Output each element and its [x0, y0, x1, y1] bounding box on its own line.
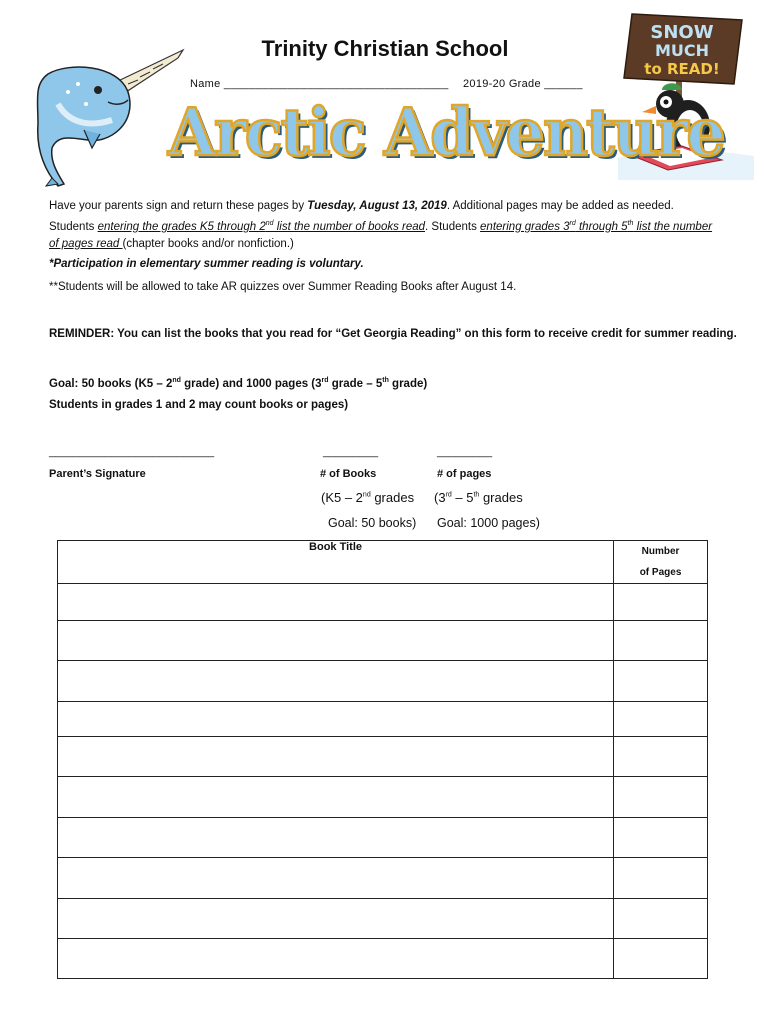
book-title-cell[interactable]	[58, 621, 614, 661]
table-row	[58, 621, 708, 661]
parent-signature-line[interactable]: ___________________________	[49, 446, 215, 458]
pages-grade-range: (3rd – 5th grades	[434, 490, 523, 505]
book-title-cell[interactable]	[58, 858, 614, 899]
pages-cell[interactable]	[614, 702, 708, 737]
pages-cell[interactable]	[614, 621, 708, 661]
book-title-header: Book Title	[58, 541, 614, 584]
book-title-cell[interactable]	[58, 702, 614, 737]
pages-cell[interactable]	[614, 899, 708, 939]
narwhal-illustration	[28, 44, 188, 190]
student-name-field[interactable]: Name ___________________________________	[190, 78, 449, 90]
sign-line-3: to READ!	[644, 60, 720, 78]
count-note: Students in grades 1 and 2 may count books or pages)	[49, 399, 349, 411]
book-title-cell[interactable]	[58, 777, 614, 818]
banner-title: Arctic Adventure	[168, 94, 724, 171]
book-title-cell[interactable]	[58, 818, 614, 858]
table-header-row	[58, 541, 708, 584]
books-grade-range: (K5 – 2nd grades	[321, 490, 415, 505]
table-row	[58, 737, 708, 777]
pages-cell[interactable]	[614, 858, 708, 899]
table-row	[58, 777, 708, 818]
participation-note: *Participation in elementary summer reading is voluntary.	[49, 258, 364, 270]
reminder-note: REMINDER: You can list the books that you read for “Get Georgia Reading” on this form to receive credit for summer reading.	[49, 328, 737, 340]
book-title-cell[interactable]	[58, 737, 614, 777]
pages-label: # of pages	[437, 468, 492, 480]
goal-statement: Goal: 50 books (K5 – 2nd grade) and 1000 pages (3rd grade – 5th grade)	[49, 377, 428, 390]
table-row	[58, 899, 708, 939]
pages-count-line[interactable]: _________	[437, 446, 493, 458]
pages-cell[interactable]	[614, 818, 708, 858]
table-row	[58, 584, 708, 621]
table-row	[58, 858, 708, 899]
book-title-cell[interactable]	[58, 584, 614, 621]
reading-log-table	[57, 540, 708, 979]
pages-cell[interactable]	[614, 939, 708, 979]
parent-signature-label: Parent’s Signature	[49, 468, 146, 480]
instructions-paragraph: Have your parents sign and return these pages by Tuesday, August 13, 2019. Additional pages may be added as needed. Students entering the grades K5 through 2nd list the number of books read. Students entering grades 3rd through 5th list the number of pages read (chapter books and/or nonfiction.)	[49, 200, 713, 250]
book-title-cell[interactable]	[58, 939, 614, 979]
table-row	[58, 661, 708, 702]
book-title-cell[interactable]	[58, 899, 614, 939]
table-row	[58, 702, 708, 737]
pages-goal: Goal: 1000 pages)	[437, 516, 540, 530]
school-title: Trinity Christian School	[261, 36, 509, 61]
pages-cell[interactable]	[614, 777, 708, 818]
table-row	[58, 939, 708, 979]
books-goal: Goal: 50 books)	[328, 516, 417, 530]
table-row	[58, 818, 708, 858]
pages-cell[interactable]	[614, 584, 708, 621]
pages-cell[interactable]	[614, 737, 708, 777]
books-label: # of Books	[320, 468, 377, 480]
sign-line-1: SNOW	[650, 22, 714, 43]
pages-cell[interactable]	[614, 661, 708, 702]
grade-field[interactable]: 2019-20 Grade ______	[463, 78, 583, 90]
books-count-line[interactable]: _________	[323, 446, 379, 458]
book-title-cell[interactable]	[58, 661, 614, 702]
sign-line-2: MUCH	[654, 41, 710, 60]
number-of-pages-header: Number of Pages	[614, 541, 708, 584]
ar-quiz-note: **Students will be allowed to take AR quizzes over Summer Reading Books after August 14.	[49, 281, 517, 293]
